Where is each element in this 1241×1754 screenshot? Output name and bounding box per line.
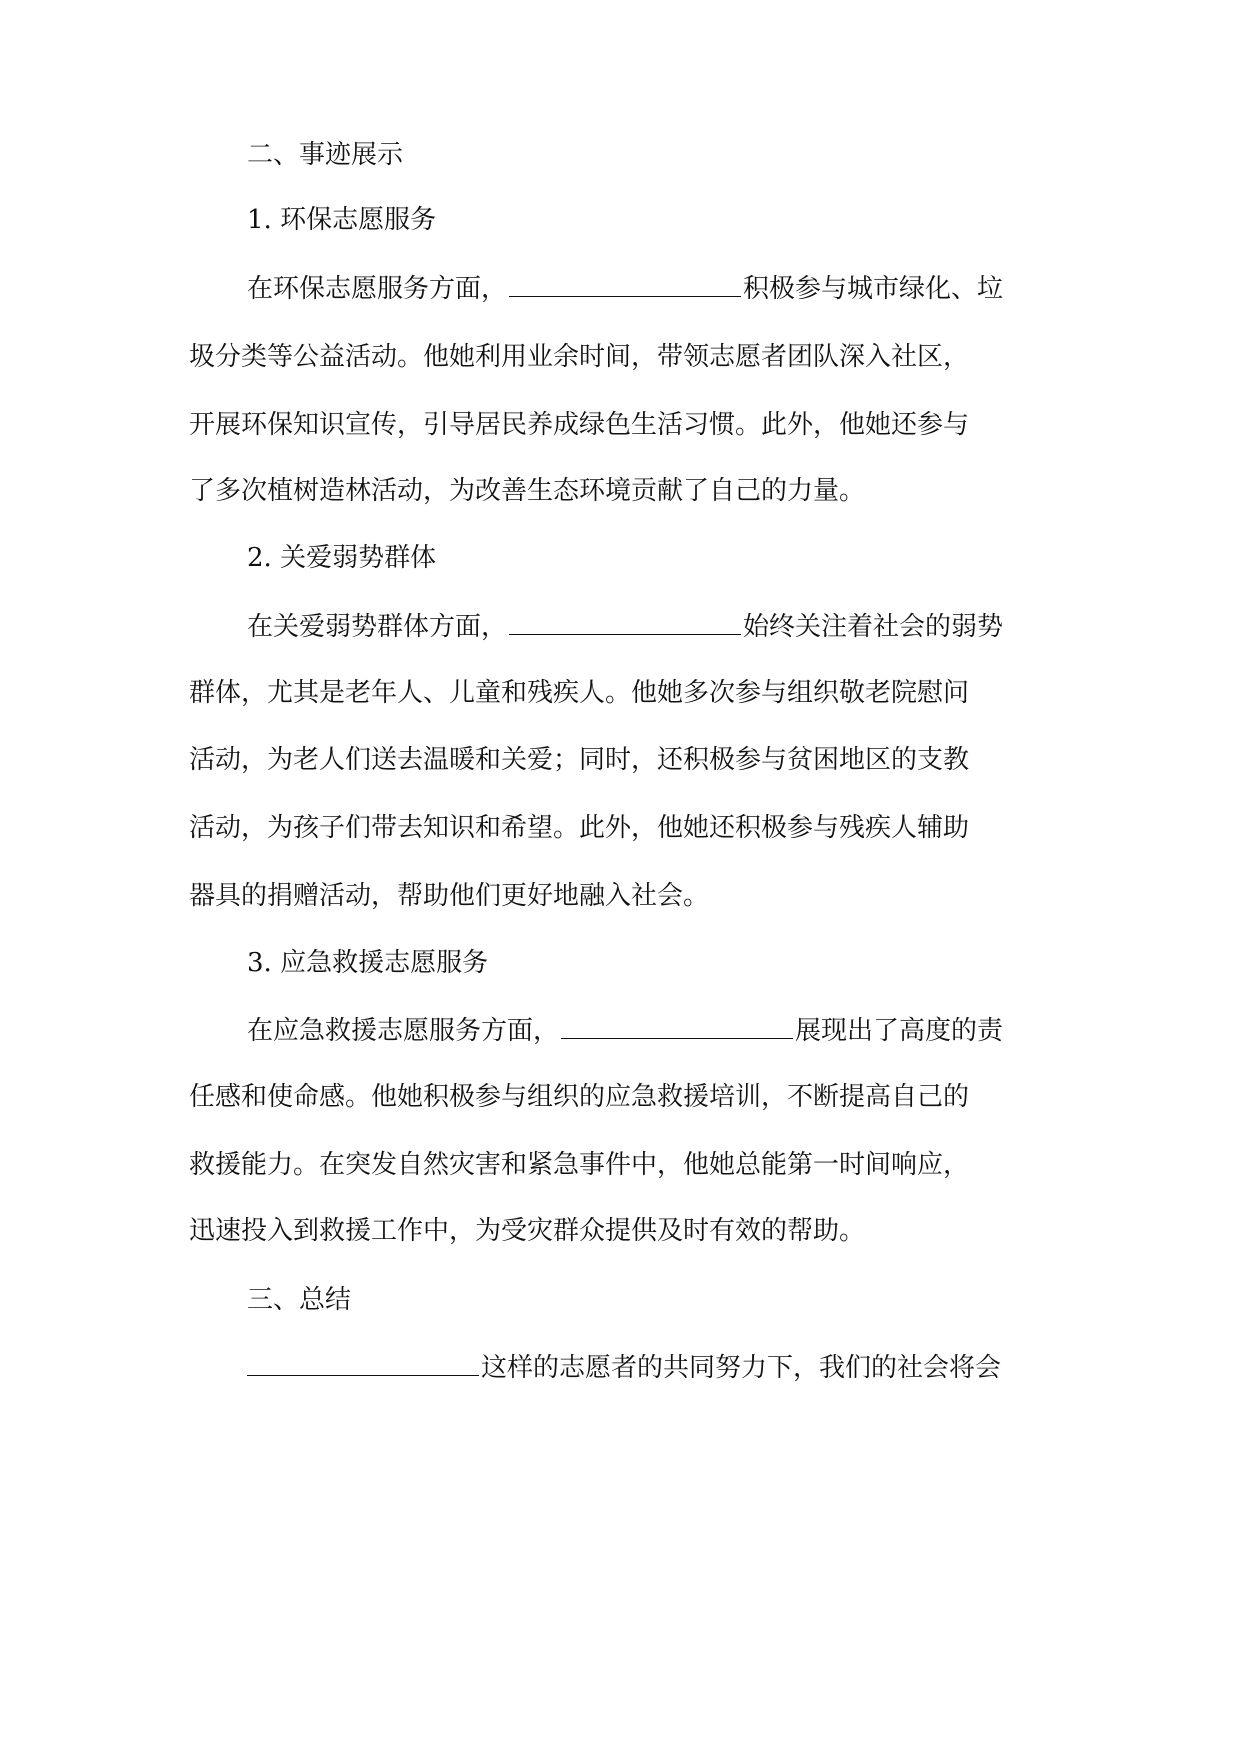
- name-blank-3: [561, 1010, 793, 1039]
- paragraph-1-line-3: 开展环保知识宣传，引导居民养成绿色生活习惯。此外，他她还参与: [189, 410, 970, 440]
- name-blank-4: [247, 1347, 479, 1376]
- paragraph-3-line-1: [247, 1010, 1107, 1050]
- paragraph-1-line-2: 圾分类等公益活动。他她利用业余时间，带领志愿者团队深入社区，: [189, 342, 970, 372]
- section-heading-2: 二、事迹展示: [247, 140, 404, 170]
- paragraph-1-pre: 在环保志愿服务方面，: [247, 274, 508, 304]
- item-title-2: 2. 关爱弱势群体: [247, 543, 437, 573]
- paragraph-2-line-2: 群体，尤其是老年人、儿童和残疾人。他她多次参与组织敬老院慰问: [189, 678, 970, 708]
- name-blank-1: [509, 268, 741, 297]
- section-heading-3: 三、总结: [247, 1285, 352, 1315]
- paragraph-3-post: 展现出了高度的责: [795, 1016, 1004, 1046]
- paragraph-2-pre: 在关爱弱势群体方面，: [247, 612, 508, 642]
- paragraph-4-post: 这样的志愿者的共同努力下，我们的社会将会: [481, 1353, 1002, 1383]
- paragraph-3-line-2: 任感和使命感。他她积极参与组织的应急救援培训，不断提高自己的: [189, 1082, 970, 1112]
- paragraph-2-post: 始终关注着社会的弱势: [743, 612, 1004, 642]
- paragraph-2-line-3: 活动，为老人们送去温暖和关爱；同时，还积极参与贫困地区的支教: [189, 745, 970, 775]
- paragraph-1-line-1: [247, 268, 1107, 308]
- paragraph-3-pre: 在应急救援志愿服务方面，: [247, 1016, 560, 1046]
- paragraph-4-line-1: [247, 1347, 1107, 1387]
- paragraph-2-line-1: [247, 606, 1107, 646]
- paragraph-1-line-4: 了多次植树造林活动，为改善生态环境贡献了自己的力量。: [189, 476, 866, 506]
- item-title-1: 1. 环保志愿服务: [247, 205, 437, 235]
- item-title-3: 3. 应急救援志愿服务: [247, 948, 489, 978]
- paragraph-3-line-4: 迅速投入到救援工作中，为受灾群众提供及时有效的帮助。: [189, 1216, 866, 1246]
- paragraph-1-post: 积极参与城市绿化、垃: [743, 274, 1004, 304]
- paragraph-2-line-4: 活动，为孩子们带去知识和希望。此外，他她还积极参与残疾人辅助: [189, 813, 970, 843]
- paragraph-3-line-3: 救援能力。在突发自然灾害和紧急事件中，他她总能第一时间响应，: [189, 1150, 970, 1180]
- name-blank-2: [509, 606, 741, 635]
- paragraph-2-line-5: 器具的捐赠活动，帮助他们更好地融入社会。: [189, 881, 710, 911]
